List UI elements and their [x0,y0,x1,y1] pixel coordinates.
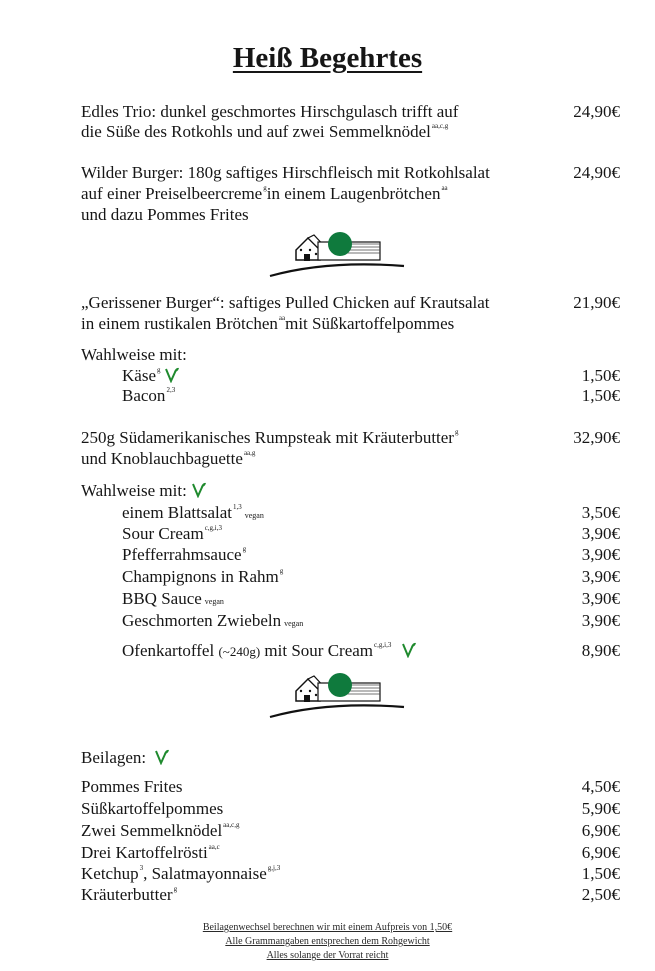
option-label: Champignons in Rahm [122,567,279,586]
allergen-sup: g [454,428,459,436]
item-text: mit Süßkartoffelpommes [285,314,455,333]
option-bacon-price: 1,50€ [581,386,620,405]
allergen-sup: c,g,i,3 [204,524,222,532]
footer-note: Beilagenwechsel berechnen wir mit einem Aufpreis von 1,50€ [202,922,453,933]
item-steak-line1 [81,428,458,448]
vegetarian-leaf-icon [191,482,206,498]
allergen-sup: g [263,184,267,192]
side-item [81,843,220,863]
allergen-sup: c,g,i,3 [374,641,392,649]
option-bacon [122,386,175,406]
sides-heading [81,748,169,768]
weight-note: (~240g) [218,644,261,659]
item-steak-line2 [81,449,255,469]
side-price: 4,50€ [581,777,620,796]
item-text: die Süße des Rotkohls und auf zwei Semmelknödel [81,122,431,141]
allergen-sup: aa,c [208,843,220,851]
option-sour-cream [122,524,222,544]
item-wild-line3: und dazu Pommes Frites [81,205,249,224]
item-chicken-line2 [81,314,454,334]
item-text: auf einer Preiselbeercreme [81,184,263,203]
item-ofenkartoffel [122,641,416,662]
item-text: 250g Südamerikanisches Rumpsteak mit Kräuterbutter [81,428,454,447]
option-blattsalat-price: 3,50€ [581,503,620,522]
side-item [81,821,240,841]
footer-note: Alle Grammangaben entsprechen dem Rohgewicht [225,936,430,947]
option-label: einem Blattsalat [122,503,232,522]
allergen-sup: 1,3 [233,503,242,511]
item-wild-price: 24,90€ [573,163,620,182]
chicken-options-heading: Wahlweise mit: [81,345,187,364]
side-item [81,885,177,905]
option-blattsalat [122,503,264,526]
vegan-note: vegan [204,597,224,606]
option-label: BBQ Sauce [122,589,202,608]
option-champignons-price: 3,90€ [581,567,620,586]
option-bbq-sauce [122,589,224,612]
item-text: mit Sour Cream [260,641,374,660]
allergen-sup: aa,c,g [223,821,240,829]
side-label: Zwei Semmelknödel [81,821,223,840]
side-price: 5,90€ [581,799,620,818]
allergen-sup: g,j,3 [267,864,281,872]
side-price: 6,90€ [581,821,620,840]
page-title: Heiß Begehrtes [232,42,423,74]
allergen-sup: 3 [139,864,144,872]
logo-circle [328,673,352,697]
item-trio-line2 [81,122,448,142]
item-wild-line1: Wilder Burger: 180g saftiges Hirschfleisch mit Rotkohlsalat [81,163,490,182]
vegetarian-leaf-icon [401,642,416,658]
side-label: Süßkartoffelpommes [81,799,224,818]
side-label: Pommes Frites [81,777,183,796]
allergen-sup: aa,g [243,449,256,457]
item-chicken-price: 21,90€ [573,293,620,312]
vegetarian-leaf-icon [154,749,169,765]
side-label: Ketchup [81,864,139,883]
heading-text: Beilagen: [81,748,147,767]
option-pfefferrahmsauce [122,545,246,565]
side-item [81,777,183,797]
side-item [81,799,223,819]
option-kaese [122,366,179,386]
logo-circle [328,232,352,256]
item-text: in einem rustikalen Brötchen [81,314,278,333]
option-label: Geschmorten Zwiebeln [122,611,282,630]
side-price: 6,90€ [581,843,620,862]
option-label: Pfefferrahmsauce [122,545,242,564]
side-price: 1,50€ [581,864,620,883]
item-text: Ofenkartoffel [122,641,219,660]
option-kaese-price: 1,50€ [581,366,620,385]
allergen-sup: g [279,567,284,575]
allergen-sup: aa [278,314,286,322]
side-label: Drei Kartoffelrösti [81,843,208,862]
item-trio-line1: Edles Trio: dunkel geschmortes Hirschgulasch trifft auf [81,102,459,121]
option-zwiebeln [122,611,303,634]
item-chicken-line1: „Gerissener Burger“: saftiges Pulled Chicken auf Krautsalat [81,293,490,312]
side-price: 2,50€ [581,885,620,904]
allergen-sup: g [156,366,161,374]
option-zwiebeln-price: 3,90€ [581,611,620,630]
item-text: in einem Laugenbrötchen [266,184,441,203]
allergen-sup: g [173,885,178,893]
vegan-note: vegan [244,511,264,520]
option-sour-cream-price: 3,90€ [581,524,620,543]
footer-note: Alles solange der Vorrat reicht [266,950,389,961]
option-pfefferrahmsauce-price: 3,90€ [581,545,620,564]
item-trio-price: 24,90€ [573,102,620,121]
item-text: und Knoblauchbaguette [81,449,243,468]
allergen-sup: aa,c,g [431,122,449,130]
farm-logo-icon [268,230,408,278]
allergen-sup: aa [441,184,448,192]
steak-options-heading [81,481,206,501]
heading-text: Wahlweise mit: [81,481,187,500]
side-item [81,864,280,884]
farm-logo-icon [268,671,408,719]
option-label: Sour Cream [122,524,204,543]
allergen-sup: 2,3 [166,386,176,394]
item-wild-line2 [81,184,448,204]
option-champignons [122,567,283,587]
vegetarian-leaf-icon [164,367,179,383]
option-bbq-sauce-price: 3,90€ [581,589,620,608]
item-steak-price: 32,90€ [573,428,620,447]
option-label: Käse [122,366,156,385]
allergen-sup: g [242,545,247,553]
option-label: Bacon [122,386,166,405]
side-label: , Salatmayonnaise [143,864,267,883]
side-label: Kräuterbutter [81,885,173,904]
item-ofenkartoffel-price: 8,90€ [581,641,620,660]
vegan-note: vegan [284,619,304,628]
